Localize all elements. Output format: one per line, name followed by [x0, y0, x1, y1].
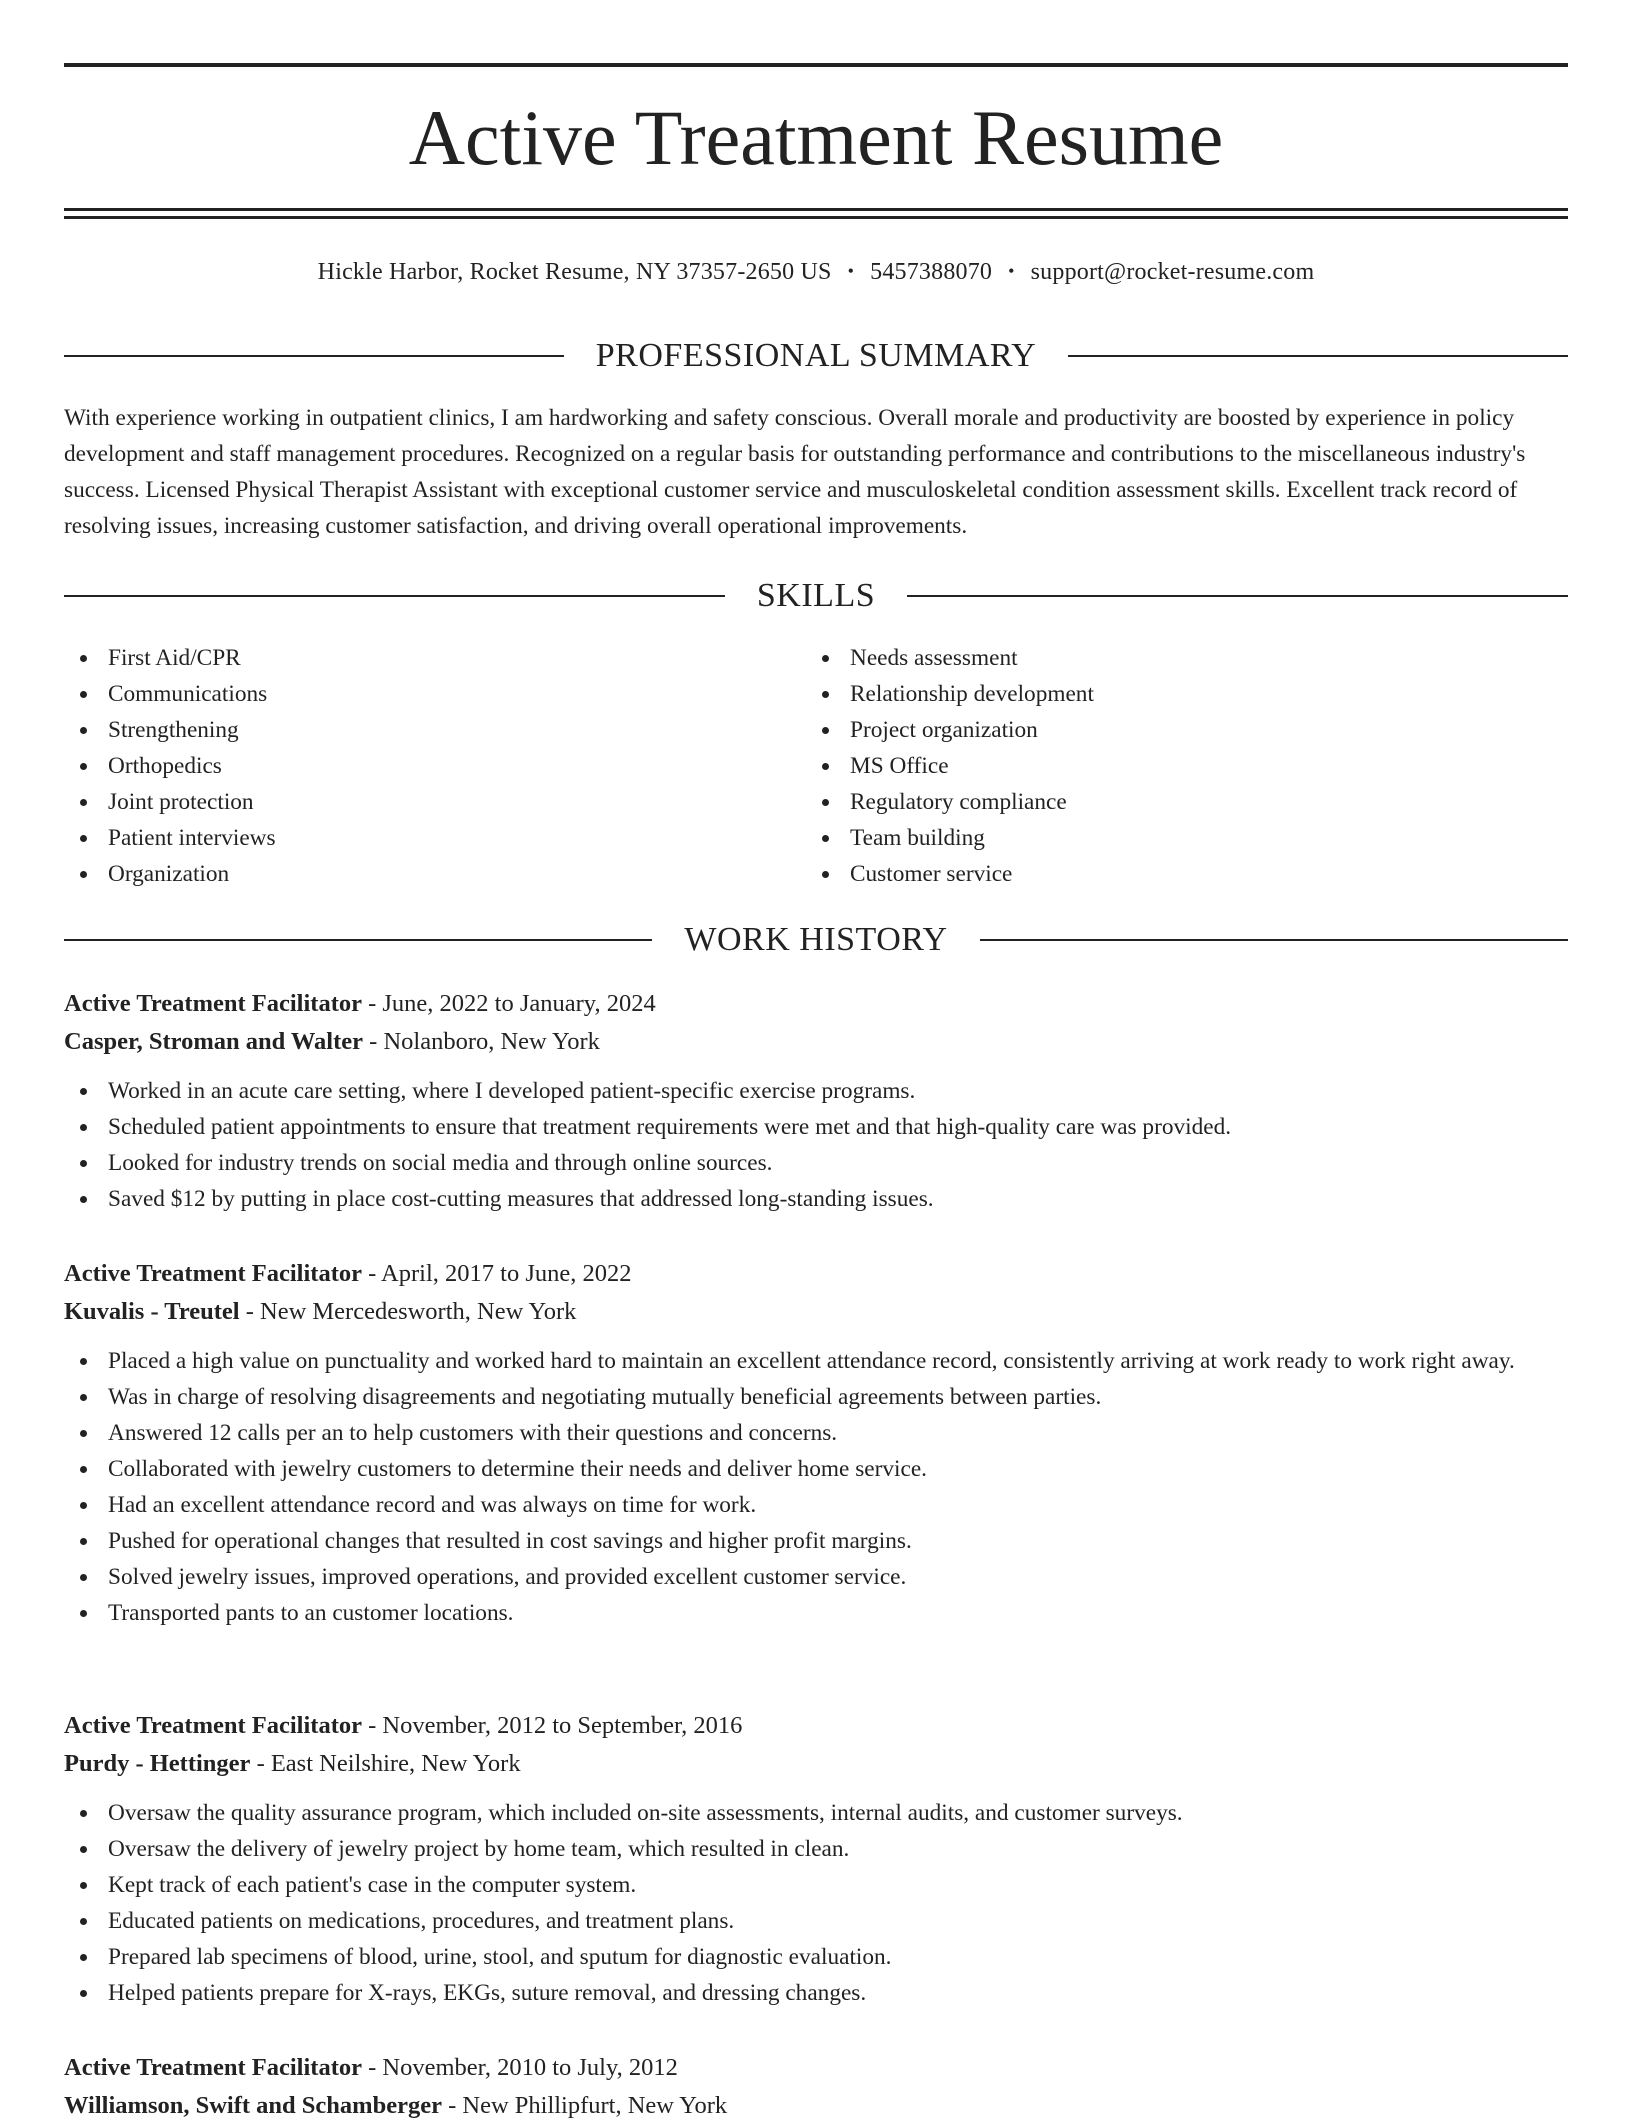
title-rule-lower [64, 216, 1568, 219]
title-rule-upper [64, 208, 1568, 211]
skill-item: Team building [806, 820, 1506, 856]
job-bullet: Had an excellent attendance record and was always on time for work. [64, 1487, 1568, 1523]
job-location: - Nolanboro, New York [363, 1028, 600, 1055]
section-rule [1068, 355, 1568, 357]
skill-item: Customer service [806, 856, 1506, 892]
job-bullet: Solved jewelry issues, improved operations, and provided excellent customer service. [64, 1559, 1568, 1595]
job-employer [64, 1023, 1568, 1061]
section-header-work [64, 918, 1568, 962]
job-bullet: Collaborated with jewelry customers to determine their needs and deliver home service. [64, 1451, 1568, 1487]
contact-line [64, 254, 1568, 289]
job-bullet: Oversaw the quality assurance program, which included on-site assessments, internal audits, and customer surveys. [64, 1795, 1568, 1831]
section-rule [907, 595, 1568, 597]
skill-item: Communications [64, 676, 764, 712]
skill-item: First Aid/CPR [64, 640, 764, 676]
job-location: - New Phillipfurt, New York [441, 2092, 728, 2119]
job-bullet: Answered 12 calls per an to help customers with their questions and concerns. [64, 1415, 1568, 1451]
job-bullet: Helped patients prepare for X-rays, EKGs, suture removal, and dressing changes. [64, 1975, 1568, 2011]
job-title: Active Treatment Facilitator [64, 1712, 362, 1739]
skill-item: Patient interviews [64, 820, 764, 856]
job-company: Kuvalis - Treutel [64, 1298, 240, 1325]
job-location: - East Neilshire, New York [250, 1750, 521, 1777]
contact-separator: • [1008, 261, 1015, 281]
section-header-skills [64, 574, 1568, 618]
skill-item: Strengthening [64, 712, 764, 748]
job-heading [64, 1255, 1568, 1293]
contact-phone: 5457388070 [870, 259, 993, 285]
job-bullet: Prepared lab specimens of blood, urine, stool, and sputum for diagnostic evaluation. [64, 1939, 1568, 1975]
job-bullet: Saved $12 by putting in place cost-cutting measures that addressed long-standing issues. [64, 1181, 1568, 1217]
section-rule [980, 939, 1568, 941]
job-company: Williamson, Swift and Schamberger [64, 2092, 442, 2119]
section-title-skills: SKILLS [756, 577, 876, 614]
section-title-summary: PROFESSIONAL SUMMARY [595, 337, 1037, 374]
job-bullet: Oversaw the delivery of jewelry project by home team, which resulted in clean. [64, 1831, 1568, 1867]
skills-list-left [64, 640, 764, 892]
job-dates: - April, 2017 to June, 2022 [361, 1260, 632, 1287]
summary-text: With experience working in outpatient clinics, I am hardworking and safety conscious. Overall morale and productivity are boosted by experience in policy development and staff management procedures. Recognized on a regular basis for outstanding performance and contributions to the miscellaneous industry's success. Licensed Physical Therapist Assistant with exceptional customer service and musculoskeletal condition assessment skills. Excellent track record of resolving issues, increasing customer satisfaction, and driving overall operational improvements. [64, 405, 1526, 539]
contact-address: Hickle Harbor, Rocket Resume, NY 37357-2650 US [317, 259, 832, 285]
job-heading [64, 1707, 1568, 1745]
job-bullet: Scheduled patient appointments to ensure that treatment requirements were met and that high-quality care was provided. [64, 1109, 1568, 1145]
contact-email: support@rocket-resume.com [1030, 259, 1315, 285]
job-employer [64, 2087, 1568, 2125]
job-bullet: Educated patients on medications, procedures, and treatment plans. [64, 1903, 1568, 1939]
skill-item: Organization [64, 856, 764, 892]
job-company: Purdy - Hettinger [64, 1750, 251, 1777]
job-entry [64, 1707, 1568, 2011]
top-rule [64, 63, 1568, 67]
section-rule [64, 939, 652, 941]
job-bullet: Kept track of each patient's case in the computer system. [64, 1867, 1568, 1903]
contact-separator: • [847, 261, 855, 281]
job-location: - New Mercedesworth, New York [239, 1298, 577, 1325]
job-company: Casper, Stroman and Walter [64, 1028, 364, 1055]
skill-item: MS Office [806, 748, 1506, 784]
skill-item: Needs assessment [806, 640, 1506, 676]
skill-item: Joint protection [64, 784, 764, 820]
job-title: Active Treatment Facilitator [64, 2054, 362, 2081]
job-entry [64, 1255, 1568, 1631]
job-bullet: Was in charge of resolving disagreements and negotiating mutually beneficial agreements between parties. [64, 1379, 1568, 1415]
job-dates: - June, 2022 to January, 2024 [361, 990, 656, 1017]
job-dates: - November, 2012 to September, 2016 [361, 1712, 743, 1739]
skills-list-right [806, 640, 1506, 892]
job-bullets [64, 1343, 1568, 1631]
job-title: Active Treatment Facilitator [64, 990, 362, 1017]
job-bullets [64, 1795, 1568, 2011]
job-dates: - November, 2010 to July, 2012 [361, 2054, 678, 2081]
resume-title: Active Treatment Resume [408, 94, 1224, 181]
job-bullet: Looked for industry trends on social media and through online sources. [64, 1145, 1568, 1181]
job-title: Active Treatment Facilitator [64, 1260, 362, 1287]
skill-item: Relationship development [806, 676, 1506, 712]
job-bullet: Placed a high value on punctuality and worked hard to maintain an excellent attendance record, consistently arriving at work ready to work right away. [64, 1343, 1568, 1379]
job-bullets [64, 1073, 1568, 1217]
job-entry [64, 2049, 1568, 2125]
job-bullet: Transported pants to an customer locations. [64, 1595, 1568, 1631]
section-rule [64, 595, 725, 597]
job-heading [64, 985, 1568, 1023]
job-bullet: Pushed for operational changes that resulted in cost savings and higher profit margins. [64, 1523, 1568, 1559]
skill-item: Project organization [806, 712, 1506, 748]
section-title-work: WORK HISTORY [684, 921, 948, 958]
skill-item: Orthopedics [64, 748, 764, 784]
job-employer [64, 1745, 1568, 1783]
job-heading [64, 2049, 1568, 2087]
job-entry [64, 985, 1568, 1217]
skill-item: Regulatory compliance [806, 784, 1506, 820]
section-header-summary [64, 334, 1568, 378]
section-rule [64, 355, 564, 357]
job-employer [64, 1293, 1568, 1331]
job-bullet: Worked in an acute care setting, where I developed patient-specific exercise programs. [64, 1073, 1568, 1109]
